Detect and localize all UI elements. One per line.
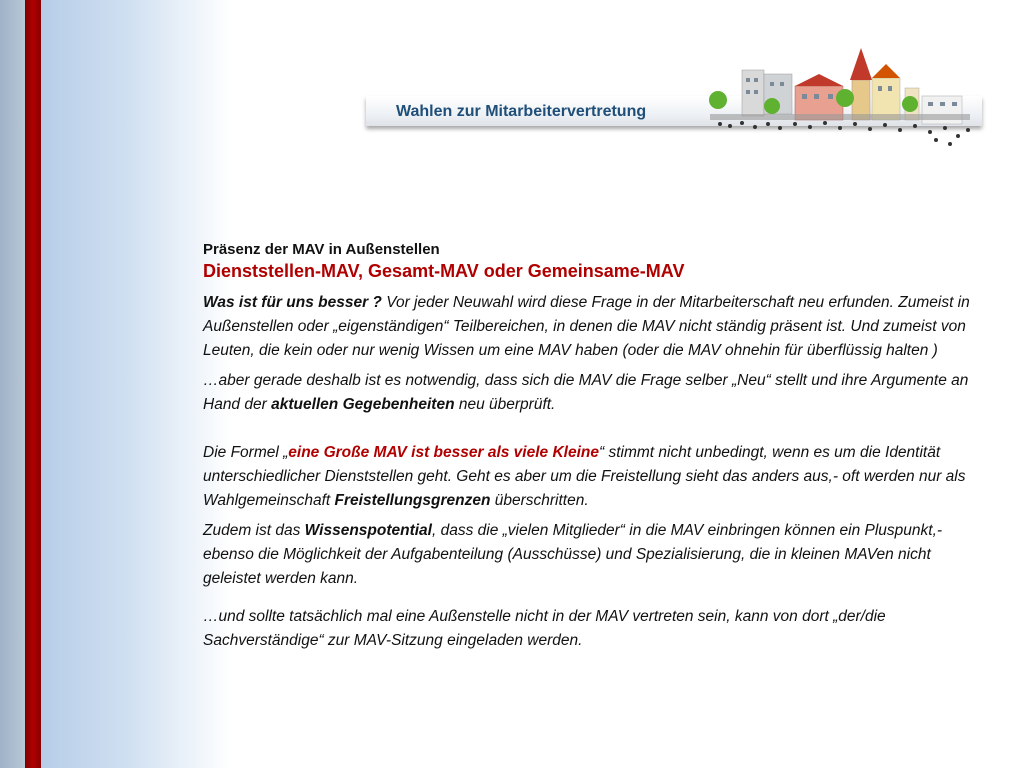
section-subtitle: Präsenz der MAV in Außenstellen <box>203 241 440 258</box>
paragraph-4-bold: Wissenspotential <box>304 522 432 539</box>
paragraph-5: …und sollte tatsächlich mal eine Außenstelle nicht in der MAV vertreten sein, kann von dort „der/die Sachverständige“ zur MAV-Sitzung eingeladen werden. <box>203 608 886 649</box>
paragraph-4-start: Zudem ist das <box>203 522 305 539</box>
paragraph-3 <box>203 441 973 513</box>
paragraph-1-text: Vor jeder Neuwahl wird diese Frage in der Mitarbeiterschaft neu erfunden. Zumeist in Außenstellen oder „eigenständigen“ Teilbereichen, in denen die MAV nicht ständig präsent ist. Und zumeist von Leuten, die kein oder nur wenig Wissen um eine MAV haben (oder die MAV ohnehin für überflüssig halten ) <box>203 294 970 359</box>
town-illustration <box>700 44 990 154</box>
section-heading: Dienststellen-MAV, Gesamt-MAV oder Gemeinsame-MAV <box>203 261 685 281</box>
paragraph-1-lead: Was ist für uns besser ? <box>203 294 382 311</box>
paragraph-2 <box>203 369 973 417</box>
banner-title: Wahlen zur Mitarbeitervertretung <box>396 103 647 120</box>
paragraph-3-bold: Freistellungsgrenzen <box>334 492 491 509</box>
left-red-bar <box>25 0 41 768</box>
paragraph-4 <box>203 519 973 591</box>
paragraph-3-highlight: eine Große MAV ist besser als viele Kleine <box>288 444 599 461</box>
paragraph-2-bold: aktuellen Gegebenheiten <box>271 396 455 413</box>
main-content <box>203 240 973 653</box>
paragraph-3-start: Die Formel „ <box>203 444 289 461</box>
paragraph-3-end: überschritten. <box>490 492 589 509</box>
paragraph-3-text: “ stimmt nicht unbedingt, wenn es um die Identität unterschiedlicher Dienststellen geht. Geht es aber um die Freistellung sieht das anders aus,- oft werden nur als Wahlgemeinschaft <box>203 444 966 509</box>
paragraph-2-text: …aber gerade deshalb ist es notwendig, dass sich die MAV die Frage selber „Neu“ stellt und ihre Argumente an Hand der <box>203 372 969 413</box>
paragraph-4-text: , dass die „vielen Mitglieder“ in die MAV einbringen können ein Pluspunkt,- ebenso die Möglichkeit der Aufgabenteilung (Ausschüsse) und Spezialisierung, die in kleinen MAVen nicht geleistet werden kann. <box>203 522 943 587</box>
paragraph-2-end: neu überprüft. <box>454 396 556 413</box>
left-grey-strip <box>0 0 25 768</box>
paragraph-1 <box>203 291 973 363</box>
